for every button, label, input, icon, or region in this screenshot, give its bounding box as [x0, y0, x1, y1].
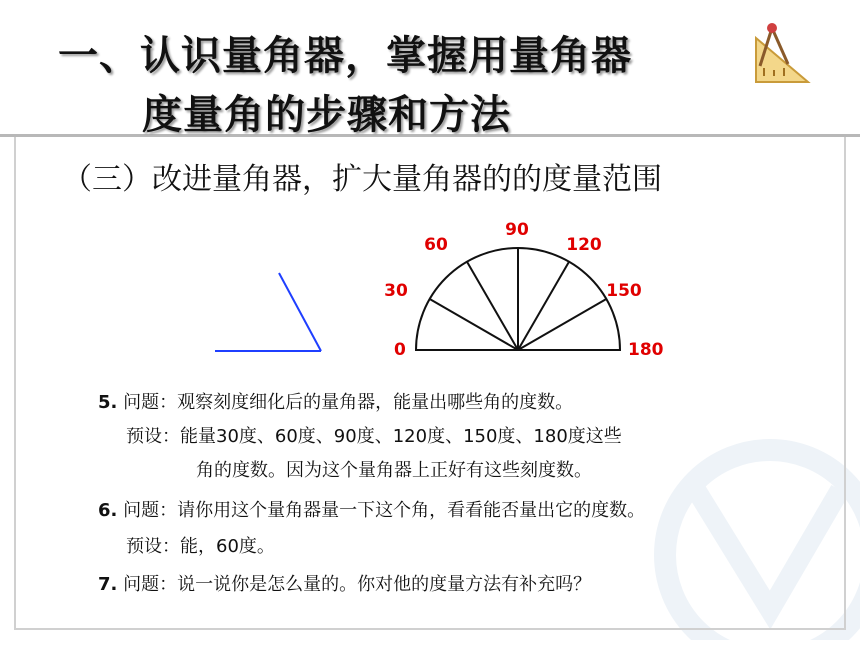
list-item-5-answer-line2: 角的度数。因为这个量角器上正好有这些刻度数。 [196, 460, 592, 481]
protractor-label: 180 [628, 340, 664, 360]
protractor-label: 90 [505, 220, 529, 240]
geometry-tools-icon [748, 20, 818, 90]
protractor [380, 210, 680, 370]
list-item-7-question [98, 570, 591, 596]
list-item-6-question [98, 496, 645, 522]
page-title-line2: 度量角的步骤和方法 [142, 92, 511, 138]
protractor-spoke [467, 262, 518, 350]
page-title-line1: 一、认识量角器，掌握用量角器 [58, 33, 632, 79]
protractor-label: 120 [566, 235, 602, 255]
list-item-6-answer-line1: 预设：能，60度。 [126, 536, 275, 557]
protractor-spoke [518, 299, 606, 350]
protractor-label: 0 [394, 340, 406, 360]
question-text: 问题：说一说你是怎么量的。你对他的度量方法有补充吗？ [123, 574, 592, 595]
item-number: 7. [98, 574, 118, 595]
protractor-label: 30 [384, 281, 408, 301]
question-text: 问题：观察刻度细化后的量角器，能量出哪些角的度数。 [123, 392, 574, 413]
protractor-label: 150 [606, 281, 642, 301]
protractor-label: 60 [424, 235, 448, 255]
angle-figure [205, 265, 335, 360]
angle-ray2 [279, 273, 321, 351]
list-item-5-answer-line1: 预设：能量30度、60度、90度、120度、150度、180度这些 [126, 426, 622, 447]
item-number: 6. [98, 500, 118, 521]
protractor-spoke [518, 262, 569, 350]
section-subtitle: （三）改进量角器，扩大量角器的的度量范围 [62, 162, 662, 197]
item-number: 5. [98, 392, 118, 413]
protractor-spoke [430, 299, 518, 350]
list-item-5-question [98, 388, 573, 414]
question-text: 问题：请你用这个量角器量一下这个角，看看能否量出它的度数。 [123, 500, 646, 521]
